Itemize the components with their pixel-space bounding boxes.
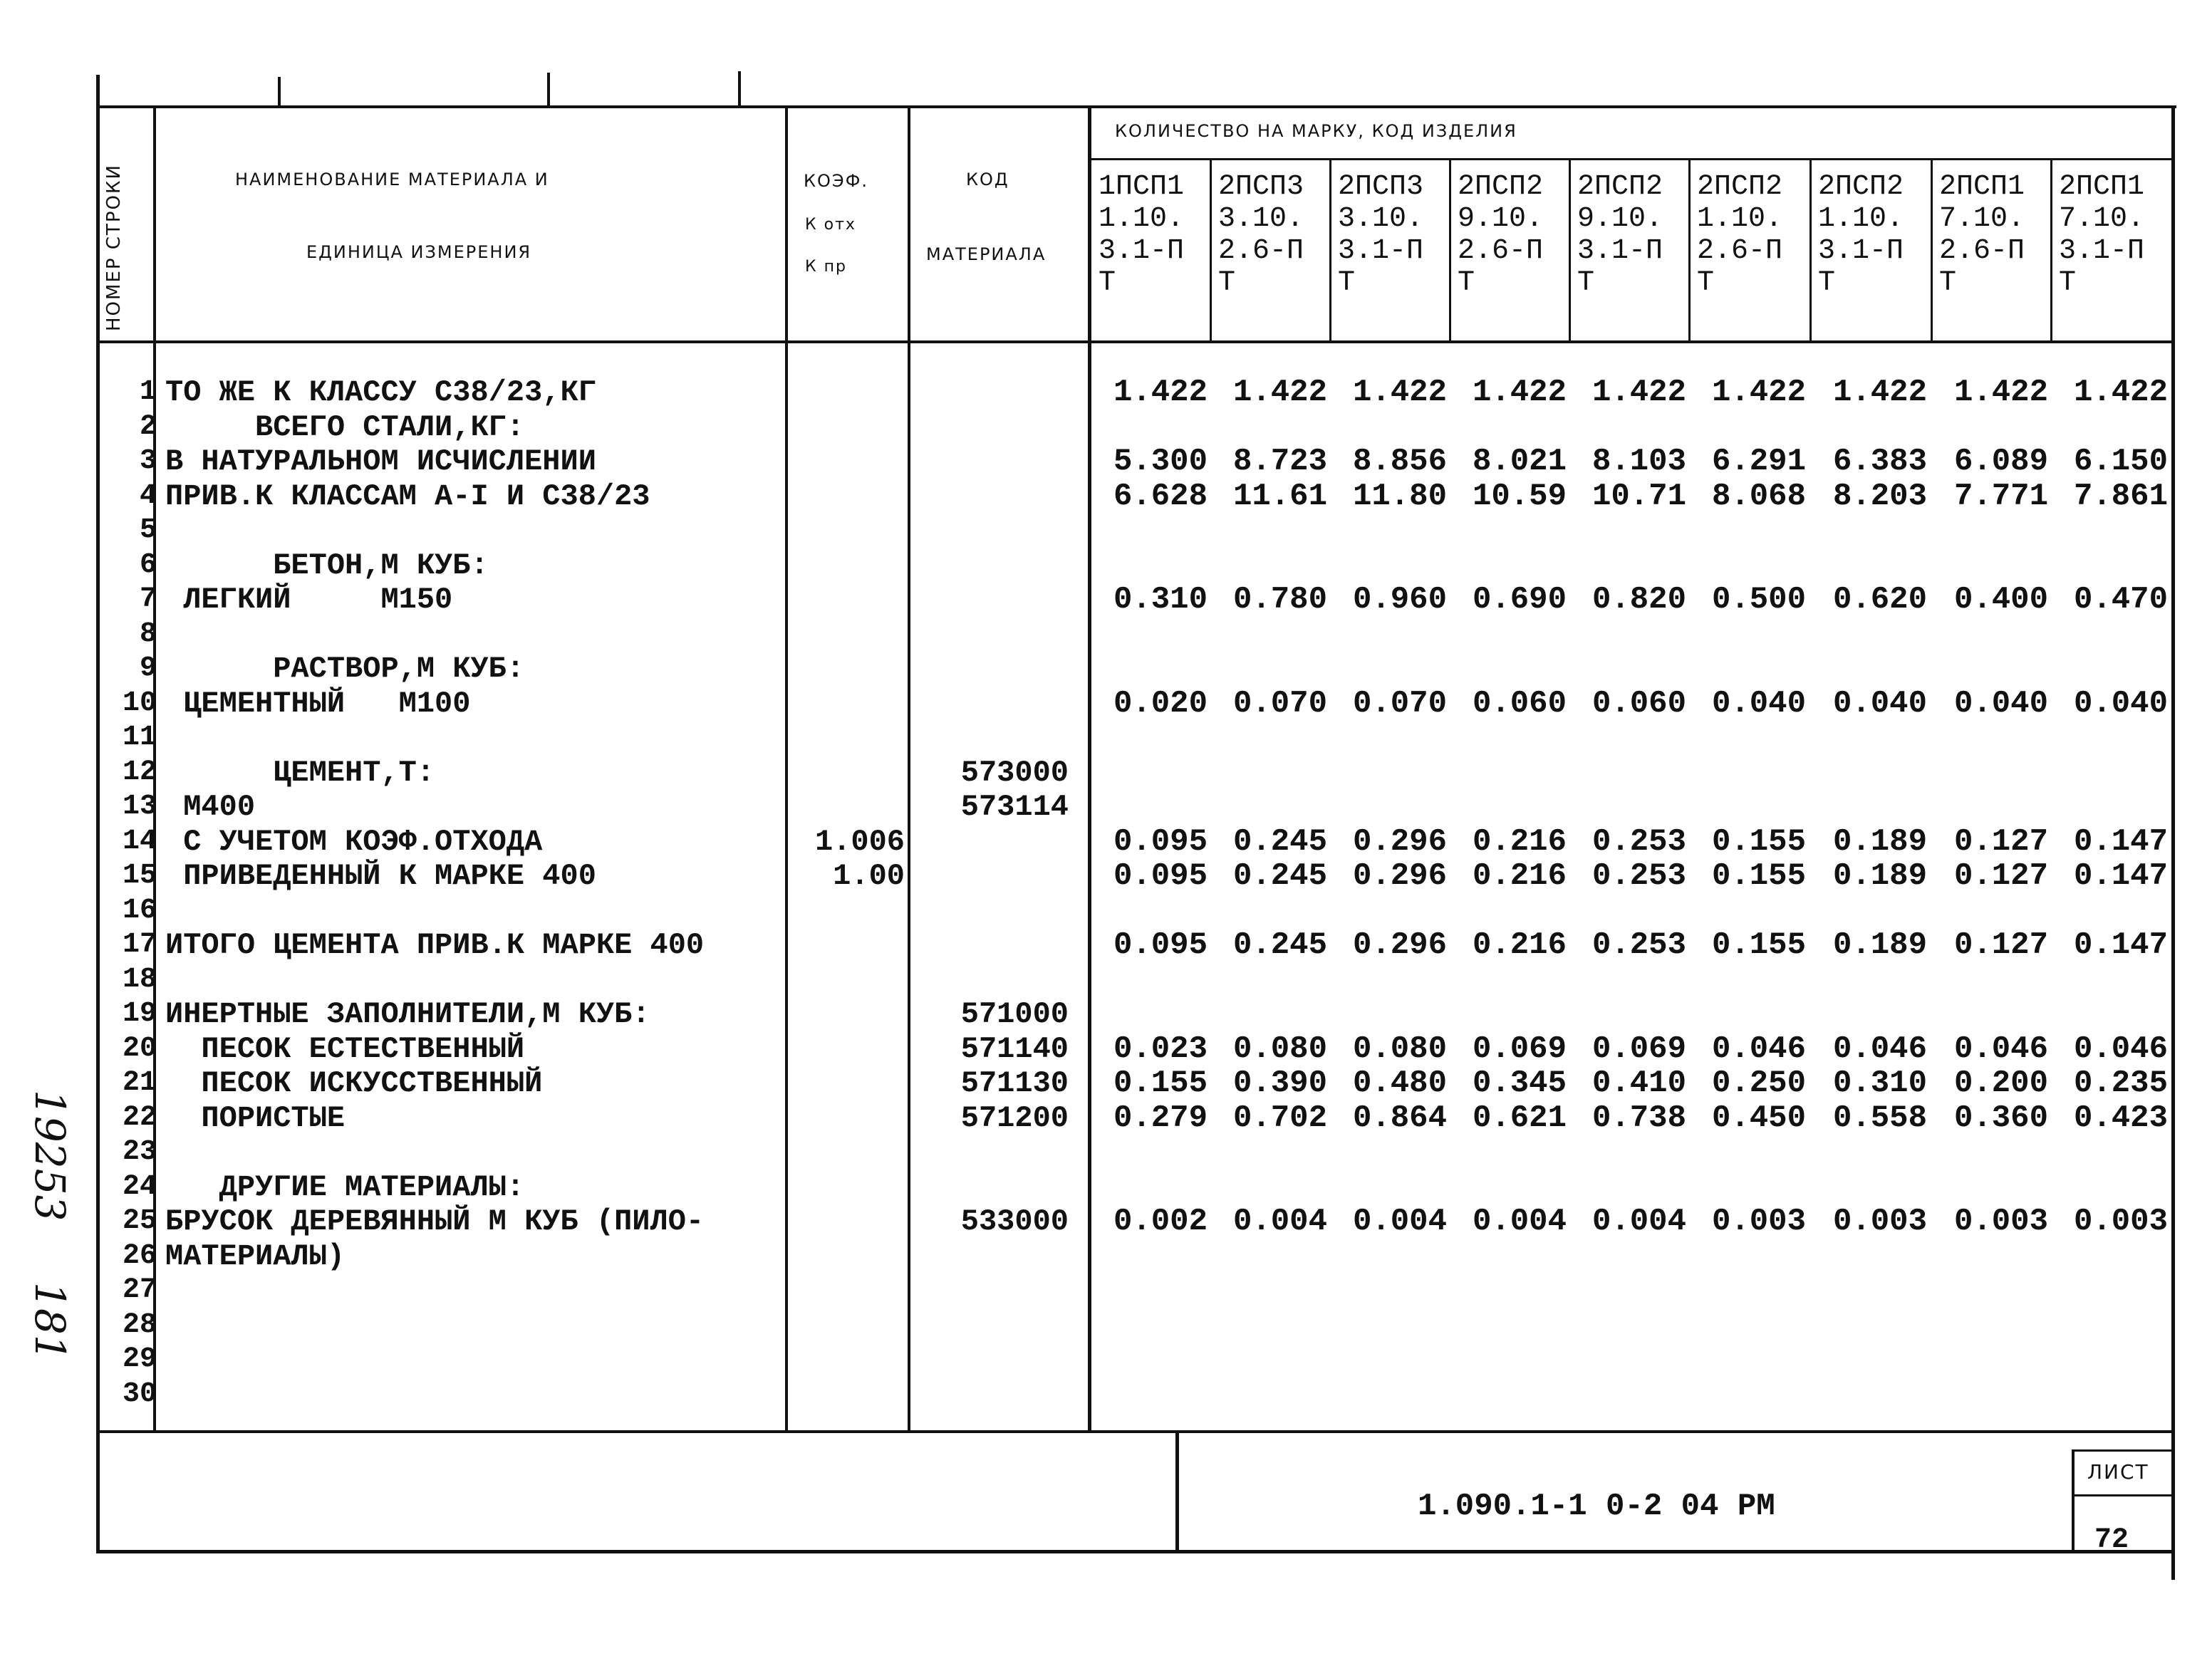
col-line-coef [908, 107, 910, 1432]
row-number: 5 [139, 514, 157, 546]
material-name: БРУСОК ДЕРЕВЯННЫЙ М КУБ (ПИЛО- [165, 1204, 705, 1239]
row-number: 16 [122, 894, 157, 927]
quantity-value: 11.61 [1232, 478, 1327, 514]
quantity-value: 7.861 [2073, 478, 2168, 514]
quantity-value: 0.070 [1232, 685, 1327, 722]
quantity-value: 0.004 [1472, 1204, 1567, 1239]
coef-sub-waste: К отх [805, 216, 856, 234]
quantity-value: 0.060 [1472, 685, 1567, 722]
quantity-value: 0.235 [2073, 1066, 2168, 1101]
quantity-value: 0.189 [1832, 858, 1927, 894]
product-col-7: 2ПСП2 1.10. 3.1-П Т [1818, 171, 1904, 299]
quantity-value: 11.80 [1352, 478, 1447, 514]
coefficient-value: 1.006 [814, 824, 905, 859]
quantity-value: 0.470 [2073, 582, 2168, 618]
frame-bottom [96, 1550, 2175, 1553]
coef-sub-reduced: К пр [805, 258, 847, 276]
row-number: 11 [122, 722, 157, 754]
quantity-value: 0.690 [1472, 582, 1567, 618]
quantity-value: 0.040 [1953, 685, 2048, 722]
quantity-value: 1.422 [1232, 375, 1327, 410]
quantity-value: 0.080 [1232, 1031, 1327, 1067]
quantity-value: 0.310 [1832, 1066, 1927, 1101]
quantity-value: 8.021 [1472, 444, 1567, 479]
material-name: ЛЕГКИЙ М150 [165, 583, 453, 617]
quantity-value: 6.291 [1711, 444, 1806, 479]
quantity-value: 10.59 [1472, 478, 1567, 514]
quantity-value: 8.103 [1592, 444, 1686, 479]
quantity-value: 0.127 [1953, 858, 2048, 894]
material-name: В НАТУРАЛЬНОМ ИСЧИСЛЕНИИ [165, 444, 596, 479]
material-name: ЦЕМЕНТ,Т: [165, 755, 435, 790]
footer-sheet-left [2072, 1449, 2075, 1553]
row-number: 2 [139, 410, 157, 443]
quantity-value: 0.310 [1113, 582, 1208, 618]
quantity-value: 0.095 [1113, 823, 1208, 860]
quantity-value: 6.089 [1953, 444, 2048, 479]
quantity-value: 0.400 [1953, 582, 2048, 618]
quantity-value: 0.004 [1352, 1204, 1447, 1239]
material-code: 571000 [960, 997, 1069, 1031]
quantity-value: 0.004 [1232, 1204, 1327, 1239]
quantity-value: 0.780 [1232, 582, 1327, 618]
quantity-value: 0.702 [1232, 1100, 1327, 1136]
quantity-value: 0.253 [1592, 858, 1686, 894]
col-line-name [785, 107, 788, 1432]
quantity-value: 0.046 [1832, 1031, 1927, 1067]
quantity-value: 0.279 [1113, 1100, 1208, 1136]
header-divider [96, 340, 2175, 343]
quantity-value: 0.738 [1592, 1100, 1686, 1136]
quantity-value: 0.080 [1352, 1031, 1447, 1067]
prod-sep [1809, 158, 1812, 342]
material-code: 533000 [960, 1204, 1069, 1239]
row-number: 20 [122, 1032, 157, 1065]
quantity-value: 5.300 [1113, 444, 1208, 479]
quantity-value: 0.360 [1953, 1100, 2048, 1136]
quantity-value: 0.390 [1232, 1066, 1327, 1101]
quantity-value: 0.253 [1592, 823, 1686, 860]
row-number: 12 [122, 756, 157, 788]
quantity-value: 0.189 [1832, 927, 1927, 963]
row-number: 15 [122, 860, 157, 892]
quantity-value: 1.422 [1711, 375, 1806, 410]
quantity-value: 0.060 [1592, 685, 1686, 722]
row-number: 3 [139, 445, 157, 477]
quantity-value: 0.023 [1113, 1031, 1208, 1067]
quantity-value: 0.070 [1352, 685, 1447, 722]
quantity-value: 0.040 [1711, 685, 1806, 722]
quantity-value: 0.216 [1472, 927, 1567, 963]
quantity-value: 0.450 [1711, 1100, 1806, 1136]
quantity-value: 1.422 [1113, 375, 1208, 410]
row-number: 14 [122, 825, 157, 858]
quantity-value: 6.383 [1832, 444, 1927, 479]
binding-tick [738, 71, 741, 107]
quantity-value: 0.558 [1832, 1100, 1927, 1136]
material-name: ДРУГИЕ МАТЕРИАЛЫ: [165, 1170, 525, 1204]
quantity-value: 1.422 [1592, 375, 1686, 410]
quantity-value: 6.150 [2073, 444, 2168, 479]
material-code: 571140 [960, 1031, 1069, 1066]
quantity-value: 0.147 [2073, 927, 2168, 963]
quantity-value: 0.004 [1592, 1204, 1686, 1239]
material-name: ИНЕРТНЫЕ ЗАПОЛНИТЕЛИ,М КУБ: [165, 997, 650, 1031]
row-number: 23 [122, 1136, 157, 1168]
row-number: 28 [122, 1308, 157, 1341]
code-header-line2: МАТЕРИАЛА [926, 244, 1047, 264]
quantity-value: 0.003 [1711, 1204, 1806, 1239]
material-name: ПЕСОК ИСКУССТВЕННЫЙ [165, 1066, 543, 1100]
product-col-9: 2ПСП1 7.10. 3.1-П Т [2059, 171, 2145, 299]
row-number: 9 [139, 652, 157, 684]
quantity-value: 1.422 [2073, 375, 2168, 410]
quantity-value: 0.040 [1832, 685, 1927, 722]
name-header-line2: ЕДИНИЦА ИЗМЕРЕНИЯ [306, 242, 532, 262]
prod-sep [1329, 158, 1331, 342]
quantity-value: 7.771 [1953, 478, 2048, 514]
quantity-value: 0.003 [1832, 1204, 1927, 1239]
prod-sep [1931, 158, 1933, 342]
material-code: 571130 [960, 1066, 1069, 1100]
footer-sheet-top [2072, 1449, 2171, 1452]
material-name: МАТЕРИАЛЫ) [165, 1239, 346, 1274]
sheet-number: 72 [2094, 1524, 2129, 1556]
col-line-code [1088, 107, 1091, 1432]
row-number: 6 [139, 548, 157, 581]
product-col-2: 2ПСП3 3.10. 2.6-П Т [1218, 171, 1304, 299]
quantity-value: 0.296 [1352, 823, 1447, 860]
material-name: С УЧЕТОМ КОЭФ.ОТХОДА [165, 824, 543, 859]
binding-tick [547, 73, 550, 107]
prod-sep [1688, 158, 1691, 342]
footer-sheet-mid [2072, 1494, 2171, 1496]
material-name: ЦЕМЕНТНЫЙ М100 [165, 686, 471, 721]
quantity-subheader-line [1090, 158, 2174, 160]
inventory-number: 19253 [26, 1090, 74, 1222]
quantity-value: 0.155 [1711, 927, 1806, 963]
quantity-value: 0.069 [1472, 1031, 1567, 1067]
row-number: 29 [122, 1343, 157, 1375]
row-number: 30 [122, 1378, 157, 1410]
prod-sep [2050, 158, 2052, 342]
prod-sep [1569, 158, 1571, 342]
product-col-1: 1ПСП1 1.10. 3.1-П Т [1099, 171, 1185, 299]
row-number: 4 [139, 479, 157, 512]
quantity-value: 0.345 [1472, 1066, 1567, 1101]
row-number: 22 [122, 1101, 157, 1134]
row-number: 21 [122, 1067, 157, 1099]
quantity-value: 0.046 [1953, 1031, 2048, 1067]
quantity-value: 0.095 [1113, 927, 1208, 963]
quantity-value: 0.155 [1711, 823, 1806, 860]
quantity-value: 0.250 [1711, 1066, 1806, 1101]
row-number: 18 [122, 963, 157, 996]
quantity-value: 0.864 [1352, 1100, 1447, 1136]
quantity-value: 0.200 [1953, 1066, 2048, 1101]
material-name: ВСЕГО СТАЛИ,КГ: [165, 410, 525, 444]
quantity-value: 0.040 [2073, 685, 2168, 722]
coef-header: КОЭФ. [804, 171, 868, 191]
quantity-value: 0.216 [1472, 823, 1567, 860]
quantity-value: 0.960 [1352, 582, 1447, 618]
prod-sep [1449, 158, 1451, 342]
frame-right [2171, 105, 2175, 1580]
quantity-value: 8.068 [1711, 478, 1806, 514]
quantity-value: 0.245 [1232, 927, 1327, 963]
quantity-value: 0.296 [1352, 927, 1447, 963]
row-number: 13 [122, 791, 157, 823]
material-code: 573114 [960, 790, 1069, 824]
quantity-value: 10.71 [1592, 478, 1686, 514]
material-name: ПОРИСТЫЕ [165, 1100, 346, 1135]
quantity-value: 0.216 [1472, 858, 1567, 894]
product-col-6: 2ПСП2 1.10. 2.6-П Т [1697, 171, 1783, 299]
code-header-line1: КОД [966, 170, 1009, 189]
product-col-4: 2ПСП2 9.10. 2.6-П Т [1458, 171, 1544, 299]
quantity-value: 0.147 [2073, 858, 2168, 894]
quantity-value: 0.147 [2073, 823, 2168, 860]
material-name: БЕТОН,М КУБ: [165, 548, 489, 583]
frame-top [96, 105, 2176, 108]
name-header-line1: НАИМЕНОВАНИЕ МАТЕРИАЛА И [235, 170, 549, 189]
quantity-header: КОЛИЧЕСТВО НА МАРКУ, КОД ИЗДЕЛИЯ [1115, 121, 1517, 141]
row-number-header: НОМЕР СТРОКИ [103, 164, 125, 331]
material-code: 571200 [960, 1100, 1069, 1135]
footer-stamp-left [1175, 1433, 1179, 1553]
row-number: 24 [122, 1170, 157, 1203]
quantity-value: 0.621 [1472, 1100, 1567, 1136]
quantity-value: 0.500 [1711, 582, 1806, 618]
quantity-value: 0.245 [1232, 823, 1327, 860]
quantity-value: 8.856 [1352, 444, 1447, 479]
quantity-value: 8.203 [1832, 478, 1927, 514]
quantity-value: 0.003 [1953, 1204, 2048, 1239]
quantity-value: 0.069 [1592, 1031, 1686, 1067]
quantity-value: 8.723 [1232, 444, 1327, 479]
sheet-label: ЛИСТ [2087, 1460, 2149, 1484]
quantity-value: 1.422 [1352, 375, 1447, 410]
quantity-value: 0.046 [2073, 1031, 2168, 1067]
row-number: 8 [139, 618, 157, 650]
coefficient-value: 1.00 [833, 859, 905, 893]
quantity-value: 0.423 [2073, 1100, 2168, 1136]
quantity-value: 1.422 [1832, 375, 1927, 410]
quantity-value: 0.820 [1592, 582, 1686, 618]
quantity-value: 0.155 [1711, 858, 1806, 894]
quantity-value: 0.002 [1113, 1204, 1208, 1239]
quantity-value: 0.095 [1113, 858, 1208, 894]
material-code: 573000 [960, 755, 1069, 790]
quantity-value: 1.422 [1472, 375, 1567, 410]
row-number: 19 [122, 998, 157, 1030]
row-number: 26 [122, 1239, 157, 1272]
material-name: ИТОГО ЦЕМЕНТА ПРИВ.К МАРКЕ 400 [165, 928, 705, 962]
quantity-value: 6.628 [1113, 478, 1208, 514]
material-name: ТО ЖЕ К КЛАССУ С38/23,КГ [165, 375, 596, 410]
quantity-value: 0.189 [1832, 823, 1927, 860]
product-col-8: 2ПСП1 7.10. 2.6-П Т [1939, 171, 2025, 299]
footer-top-line [96, 1430, 2175, 1433]
quantity-value: 0.480 [1352, 1066, 1447, 1101]
quantity-value: 0.003 [2073, 1204, 2168, 1239]
quantity-value: 0.296 [1352, 858, 1447, 894]
quantity-value: 0.155 [1113, 1066, 1208, 1101]
quantity-value: 0.127 [1953, 823, 2048, 860]
quantity-value: 0.046 [1711, 1031, 1806, 1067]
document-code: 1.090.1-1 0-2 04 РМ [1418, 1489, 1775, 1524]
product-col-3: 2ПСП3 3.10. 3.1-П Т [1338, 171, 1424, 299]
quantity-value: 0.245 [1232, 858, 1327, 894]
row-number: 1 [139, 376, 157, 408]
material-name: ПЕСОК ЕСТЕСТВЕННЫЙ [165, 1031, 525, 1066]
product-col-5: 2ПСП2 9.10. 3.1-П Т [1577, 171, 1663, 299]
quantity-value: 0.620 [1832, 582, 1927, 618]
row-number: 17 [122, 929, 157, 961]
material-name: ПРИВЕДЕННЫЙ К МАРКЕ 400 [165, 859, 596, 893]
quantity-value: 0.253 [1592, 927, 1686, 963]
row-number: 27 [122, 1274, 157, 1306]
material-name: РАСТВОР,М КУБ: [165, 652, 525, 686]
binding-tick [278, 77, 281, 107]
frame-left [96, 75, 100, 1553]
row-number: 25 [122, 1205, 157, 1237]
quantity-value: 0.127 [1953, 927, 2048, 963]
prod-sep [1210, 158, 1212, 342]
quantity-value: 1.422 [1953, 375, 2048, 410]
quantity-value: 0.410 [1592, 1066, 1686, 1101]
row-number: 10 [122, 687, 157, 719]
side-page-number: 181 [26, 1282, 74, 1361]
material-name: ПРИВ.К КЛАССАМ А-I И С38/23 [165, 479, 650, 514]
row-number: 7 [139, 583, 157, 615]
quantity-value: 0.020 [1113, 685, 1208, 722]
material-name: М400 [165, 790, 256, 824]
